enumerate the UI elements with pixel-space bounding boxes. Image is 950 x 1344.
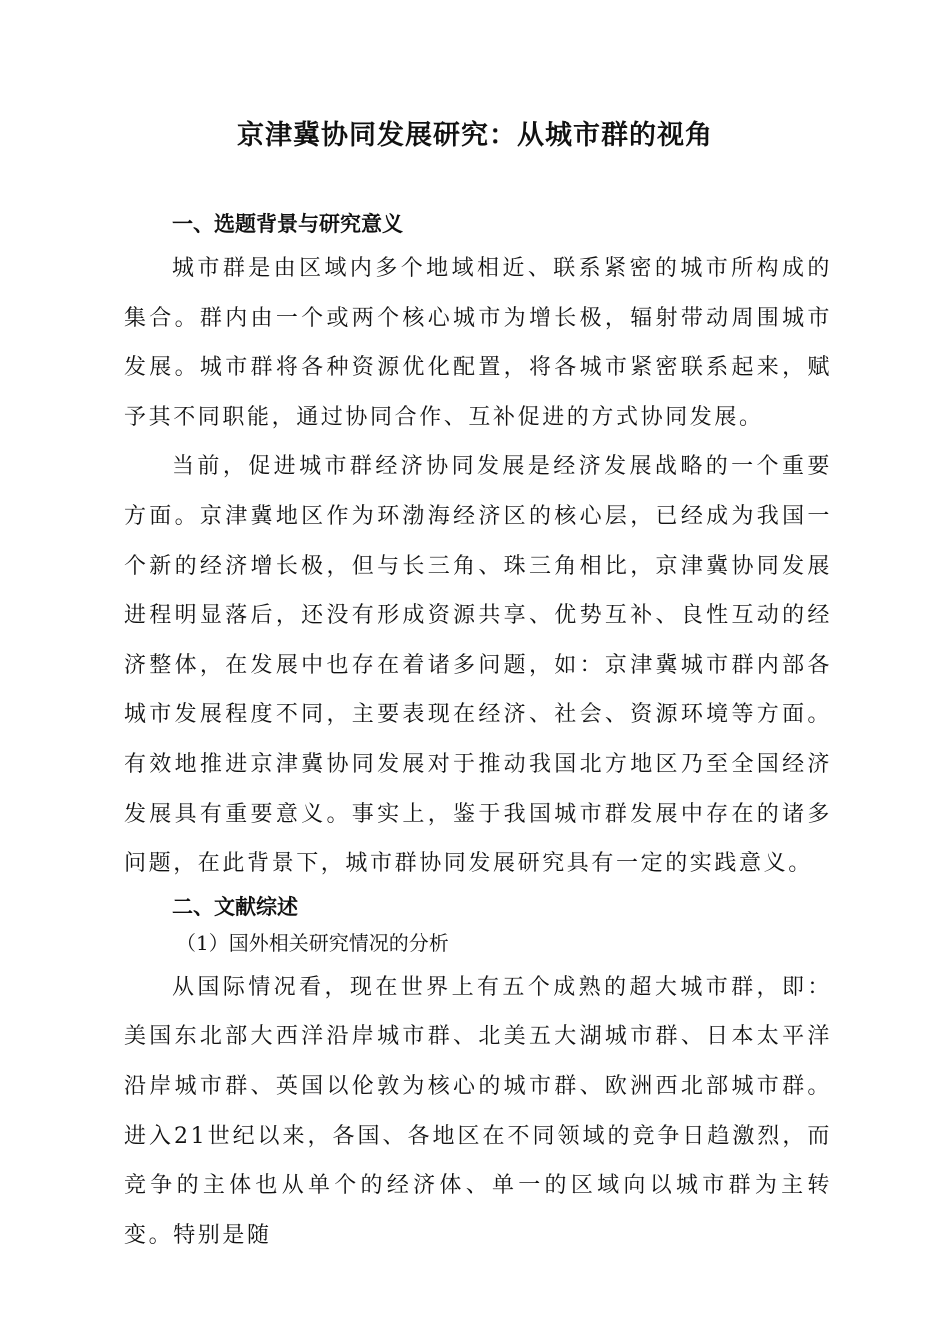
subsection-heading-foreign-research: （1）国外相关研究情况的分析 [176,930,449,955]
section-heading-background: 一、选题背景与研究意义 [172,211,403,236]
paragraph-city-cluster-definition: 城市群是由区域内多个地域相近、联系紧密的城市所构成的集合。群内由一个或两个核心城市为增长极，辐射带动周围城市发展。城市群将各种资源优化配置，将各城市紧密联系起来，赋予其不同职能，通过协同合作、互补促进的方式协同发展。 [124,256,832,430]
paragraph-jingjinji-significance: 当前，促进城市群经济协同发展是经济发展战略的一个重要方面。京津冀地区作为环渤海经济区的核心层，已经成为我国一个新的经济增长极，但与长三角、珠三角相比，京津冀协同发展进程明显落后，还没有形成资源共享、优势互补、良性互动的经济整体，在发展中也存在着诸多问题，如：京津冀城市群内部各城市发展程度不同，主要表现在经济、社会、资源环境等方面。有效地推进京津冀协同发展对于推动我国北方地区乃至全国经济发展具有重要意义。事实上，鉴于我国城市群发展中存在的诸多问题，在此背景下，城市群协同发展研究具有一定的实践意义。 [124,454,832,877]
paragraph-international-city-clusters: 从国际情况看，现在世界上有五个成熟的超大城市群，即：美国东北部大西洋沿岸城市群、北美五大湖城市群、日本太平洋沿岸城市群、英国以伦敦为核心的城市群、欧洲西北部城市群。进入21世纪以来，各国、各地区在不同领域的竞争日趋激烈，而竞争的主体也从单个的经济体、单一的区域向以城市群为主转变。特别是随 [124,974,832,1248]
document-title: 京津冀协同发展研究：从城市群的视角 [237,120,713,151]
section-heading-literature-review: 二、文献综述 [172,893,298,919]
document-body [124,206,832,1260]
